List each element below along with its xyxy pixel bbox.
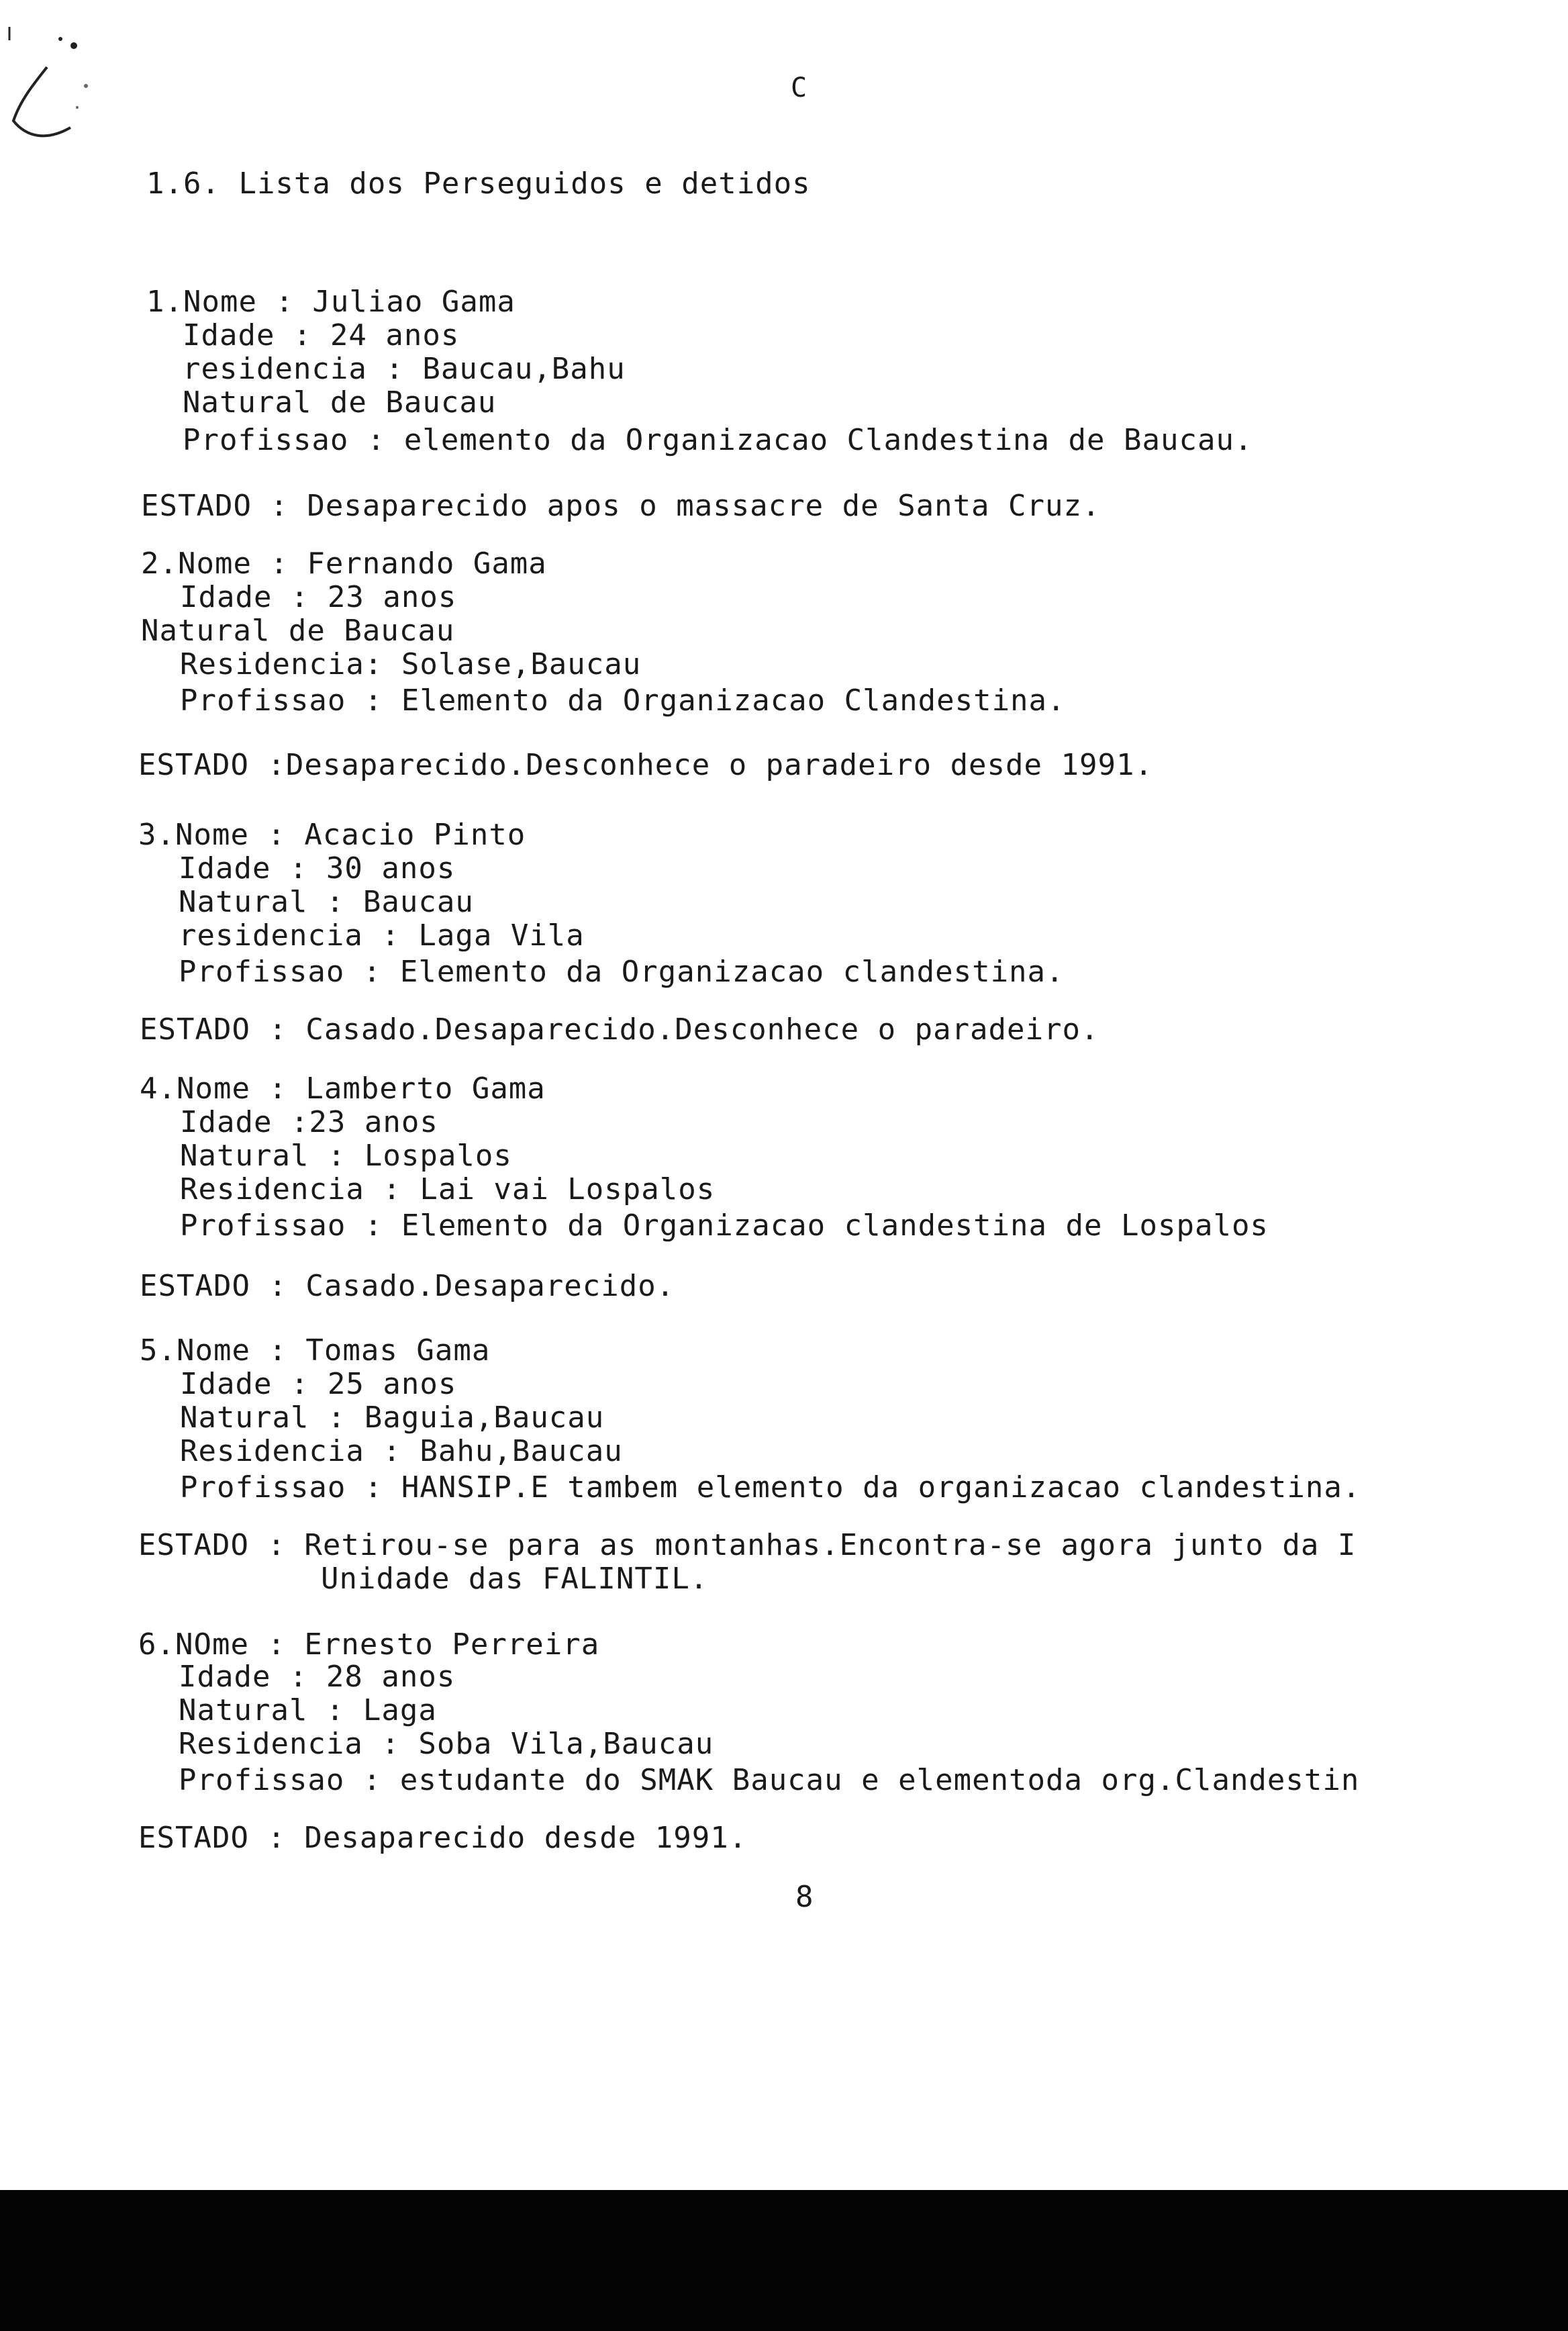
entry-2-name: 2.Nome : Fernando Gama [141,546,547,581]
entry-3-name: 3.Nome : Acacio Pinto [138,818,526,852]
entry-2-estado: ESTADO :Desaparecido.Desconhece o paradeiro desde 1991. [138,748,1153,782]
entry-1-name: 1.Nome : Juliao Gama [146,285,516,319]
entry-4-idade: Idade :23 anos [180,1105,438,1139]
entry-2-residencia: Residencia: Solase,Baucau [180,647,642,681]
entry-5-estado: ESTADO : Retirou-se para as montanhas.Encontra-se agora junto da I [138,1528,1357,1562]
handwritten-corner-mark [7,27,107,148]
entry-1-natural: Natural de Baucau [183,385,497,420]
entry-5-profissao: Profissao : HANSIP.E tambem elemento da organizacao clandestina. [180,1470,1361,1505]
entry-4-name: 4.Nome : Lamberto Gama [140,1072,546,1106]
entry-1-estado: ESTADO : Desaparecido apos o massacre de Santa Cruz. [141,489,1101,523]
entry-2-idade: Idade : 23 anos [180,580,457,614]
entry-6-profissao: Profissao : estudante do SMAK Baucau e elementoda org.Clandestin [179,1763,1360,1797]
entry-4-profissao: Profissao : Elemento da Organizacao clandestina de Lospalos [180,1208,1269,1243]
entry-1-residencia: residencia : Baucau,Bahu [183,352,626,386]
entry-3-residencia: residencia : Laga Vila [179,918,585,953]
entry-5-natural: Natural : Baguia,Baucau [180,1400,605,1435]
entry-4-natural: Natural : Lospalos [180,1139,512,1173]
entry-5-residencia: Residencia : Bahu,Baucau [180,1434,623,1468]
entry-5-name: 5.Nome : Tomas Gama [140,1333,491,1368]
section-title: 1.6. Lista dos Perseguidos e detidos [146,166,811,201]
entry-3-idade: Idade : 30 anos [179,851,456,886]
scan-border-band [0,2190,1568,2331]
page-number: 8 [795,1880,814,1914]
entry-2-natural: Natural de Baucau [141,614,455,648]
entry-6-estado: ESTADO : Desaparecido desde 1991. [138,1821,748,1855]
entry-5-estado-continuation: Unidade das FALINTIL. [321,1562,709,1596]
entry-6-name: 6.NOme : Ernesto Perreira [138,1627,600,1662]
entry-3-natural: Natural : Baucau [179,885,474,919]
corner-letter: C [791,73,807,103]
entry-2-profissao: Profissao : Elemento da Organizacao Clandestina. [180,683,1066,718]
entry-3-estado: ESTADO : Casado.Desaparecido.Desconhece o paradeiro. [140,1012,1099,1047]
entry-1-idade: Idade : 24 anos [183,318,460,352]
entry-4-estado: ESTADO : Casado.Desaparecido. [140,1269,675,1303]
entry-6-natural: Natural : Laga [179,1693,437,1727]
entry-3-profissao: Profissao : Elemento da Organizacao clandestina. [179,955,1065,989]
entry-1-profissao: Profissao : elemento da Organizacao Clandestina de Baucau. [183,423,1253,457]
entry-4-residencia: Residencia : Lai vai Lospalos [180,1172,716,1206]
entry-6-idade: Idade : 28 anos [179,1660,456,1694]
entry-5-idade: Idade : 25 anos [180,1367,457,1401]
entry-6-residencia: Residencia : Soba Vila,Baucau [179,1727,714,1761]
